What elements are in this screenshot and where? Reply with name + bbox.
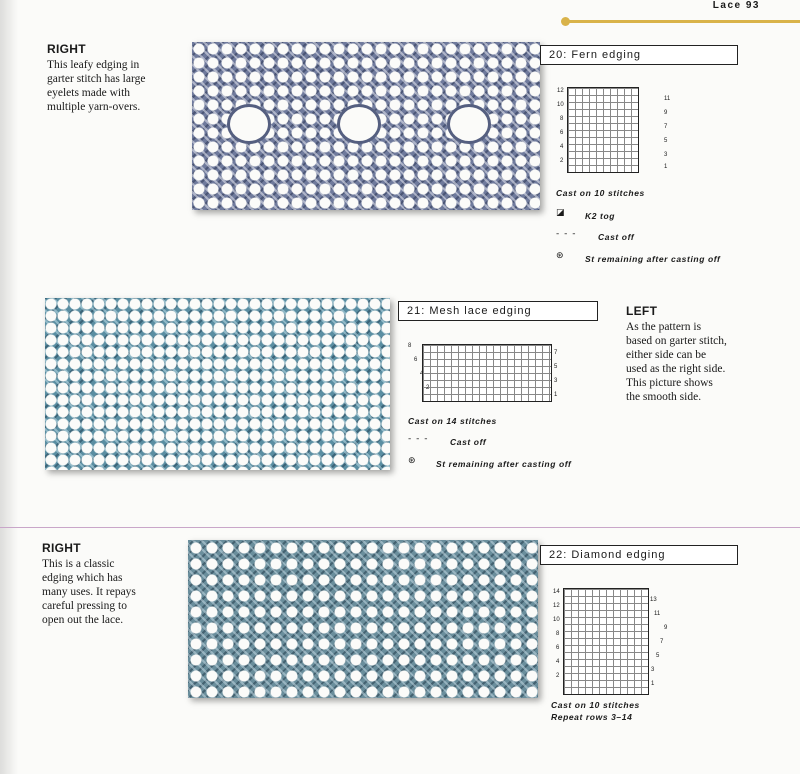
row-number: 7 (664, 124, 668, 130)
row-number: 12 (557, 88, 564, 94)
side-title: RIGHT (42, 541, 81, 555)
fern-edging-photo (192, 42, 540, 210)
fern-cast-on-caption: Cast on 10 stitches (556, 188, 645, 198)
cast-off-dash-icon: - - - (556, 229, 577, 239)
row-number: 9 (664, 625, 668, 631)
header-rule (565, 20, 800, 23)
side-text: This is a classic edging which has many uses. It repays careful pressing to open out the lace. (42, 558, 136, 626)
row-number: 5 (656, 653, 660, 659)
mesh-lace-edging-chart (422, 344, 552, 402)
fern-edging-title: 20: Fern edging (540, 45, 738, 65)
row-number: 13 (650, 597, 657, 603)
row-number: 8 (560, 116, 564, 122)
row-number: 10 (553, 617, 560, 623)
row-number: 3 (651, 667, 655, 673)
row-number: 3 (554, 378, 558, 384)
section-2-side-note (626, 304, 786, 404)
row-number: 11 (664, 96, 671, 102)
section-3-side-note (42, 541, 182, 627)
row-number: 5 (554, 364, 558, 370)
eyelet (227, 104, 271, 144)
row-number: 4 (556, 659, 560, 665)
row-number: 12 (553, 603, 560, 609)
mesh-cast-off-legend: Cast off (450, 437, 487, 447)
row-number: 4 (420, 371, 424, 377)
side-title: LEFT (626, 304, 658, 318)
cast-off-dash-icon: - - - (408, 434, 429, 444)
section-1-side-note (47, 42, 187, 114)
k2tog-symbol-icon: ◪ (556, 208, 565, 218)
mesh-lace-edging-title: 21: Mesh lace edging (398, 301, 598, 321)
row-number: 1 (651, 681, 655, 687)
diamond-edging-chart (563, 588, 649, 695)
cast-off-legend: Cast off (598, 232, 635, 242)
section-divider (0, 527, 800, 528)
row-number: 6 (560, 130, 564, 136)
mesh-cast-on-caption: Cast on 14 stitches (408, 416, 497, 426)
fern-edging-chart (567, 87, 639, 173)
row-number: 10 (557, 102, 564, 108)
row-number: 14 (553, 589, 560, 595)
row-number: 1 (554, 392, 558, 398)
diamond-cast-on-caption: Cast on 10 stitches (551, 700, 640, 710)
k2tog-legend: K2 tog (585, 211, 616, 221)
running-head: Lace 93 (712, 0, 760, 11)
row-number: 8 (408, 343, 412, 349)
mesh-stitch-remaining-legend: St remaining after casting off (436, 459, 572, 469)
stitch-remaining-legend: St remaining after casting off (585, 254, 721, 264)
side-text: This leafy edging in garter stitch has large eyelets made with multiple yarn-overs. (47, 59, 146, 113)
diamond-edging-photo (188, 540, 538, 698)
row-number: 4 (560, 144, 564, 150)
row-number: 3 (664, 152, 668, 158)
row-number: 6 (414, 357, 418, 363)
side-text: As the pattern is based on garter stitch, either side can be used as the right side. This picture shows the smooth side. (626, 321, 727, 403)
row-number: 2 (426, 385, 430, 391)
mesh-lace-edging-photo (45, 298, 390, 470)
row-number: 7 (554, 350, 558, 356)
row-number: 9 (664, 110, 668, 116)
row-number: 11 (654, 611, 661, 617)
row-number: 7 (660, 639, 664, 645)
row-number: 8 (556, 631, 560, 637)
side-title: RIGHT (47, 42, 86, 56)
row-number: 2 (556, 673, 560, 679)
row-number: 2 (560, 158, 564, 164)
diamond-edging-title: 22: Diamond edging (540, 545, 738, 565)
diamond-repeat-caption: Repeat rows 3–14 (551, 712, 633, 722)
row-number: 1 (664, 164, 668, 170)
row-number: 6 (556, 645, 560, 651)
page-fold-shadow (0, 0, 18, 774)
stitch-remaining-icon: ⊛ (408, 456, 416, 466)
eyelet (447, 104, 491, 144)
eyelet (337, 104, 381, 144)
row-number: 5 (664, 138, 668, 144)
stitch-remaining-icon: ⊛ (556, 251, 564, 261)
